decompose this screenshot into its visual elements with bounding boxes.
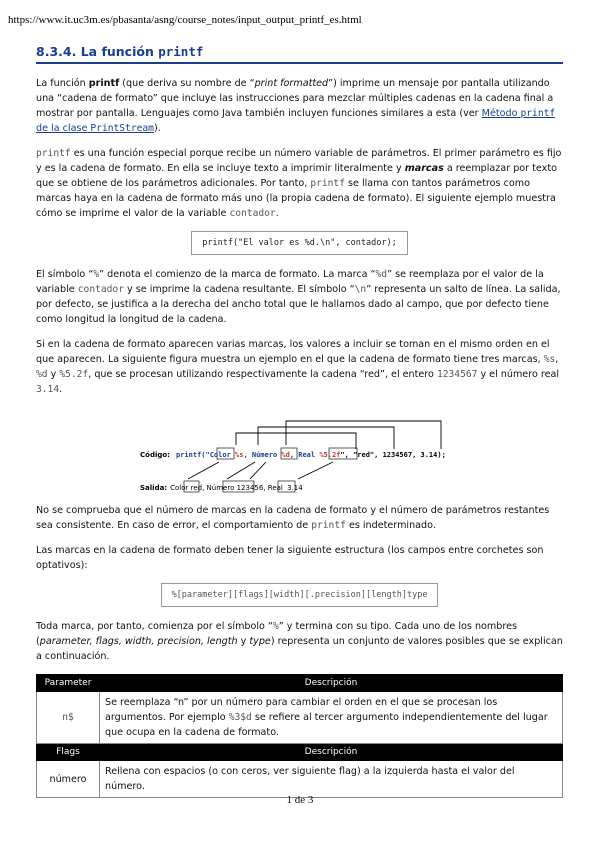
link-code: PrintStream: [90, 123, 154, 134]
text: y: [237, 636, 250, 647]
down-line-3: [250, 462, 266, 479]
text: Si en la cadena de formato aparecen varias marcas, los valores a incluir se toman en el mismo orden en el que aparecen. La siguiente figura muestra un ejemplo en el que la cadena de formato tiene tres marcas,: [36, 339, 550, 365]
output-part: , Número: [202, 484, 237, 492]
output-int: 123456: [236, 484, 264, 492]
page-footer: 1 de 3: [286, 794, 314, 806]
page-url: https://www.it.uc3m.es/pbasanta/asng/course_notes/input_output_printf_es.html: [8, 14, 362, 26]
text: No se comprueba que el número de marcas en la cadena de formato y el número de parámetros restantes sea consistente. En caso de error, el comportamiento de: [36, 505, 550, 531]
code-part: , Número: [243, 451, 282, 459]
text: ) representa un conjunto de valores posibles que se explican a continuación.: [36, 636, 563, 662]
code-args: ", "red", 1234567, 3.14);: [340, 451, 446, 459]
inline-code: n$: [62, 712, 74, 723]
inline-code: printf: [310, 178, 345, 189]
italic-text: parameter, flags, width, precision, length: [39, 636, 238, 647]
paragraph-intro: [36, 76, 563, 136]
table-row: [37, 761, 563, 798]
down-line-2: [227, 462, 255, 479]
inline-code: \n: [354, 284, 367, 295]
table-desc-cell: Rellena con espacios (o con ceros, ver siguiente flag) a la izquierda hasta el valor del número.: [100, 761, 563, 798]
table-desc-cell: [100, 692, 563, 744]
inline-code: %3$d: [228, 712, 252, 723]
paragraph-params: [36, 146, 563, 221]
paragraph-fields: [36, 619, 563, 664]
table-header-cell: Descripción: [100, 675, 563, 692]
table-header-row: [37, 744, 563, 761]
code-line: [176, 451, 446, 459]
connector-3: [236, 433, 356, 449]
inline-code: %d: [36, 369, 48, 380]
text: ”) imprime un mensaje por pantalla utilizando una “cadena de formato” que incluye las instrucciones para mezclar múltiples cadenas en la cadena final a mostrar por pantalla. Lenguajes como Java también incluyen funciones similares a esta (ver: [36, 78, 554, 119]
table-row: [37, 692, 563, 744]
table-header-row: [37, 675, 563, 692]
text: ,: [555, 354, 559, 365]
code-mark-d: %d: [281, 451, 290, 459]
bold-printf: printf: [88, 78, 120, 89]
connector-1: [286, 421, 441, 449]
text: ” se reemplaza por el valor de la variable: [36, 269, 544, 295]
printf-diagram: [36, 407, 563, 497]
table-header-cell: Parameter: [37, 675, 100, 692]
text: ” y termina con su tipo. Cada uno de los nombres (: [36, 621, 517, 647]
italic-text: type: [249, 636, 271, 647]
text: se llama con tantos parámetros como marcas haya en la cadena de formato más uno (la propia cadena de formato). El siguiente ejemplo muestra cómo se imprime el valor de la variable: [36, 178, 556, 219]
table-key-cell: número: [37, 761, 100, 798]
table-header-cell: Flags: [37, 744, 100, 761]
table-key-cell: [37, 692, 100, 744]
section-heading: [36, 44, 563, 64]
heading-code: printf: [158, 44, 204, 59]
text: y se imprime la cadena resultante. El símbolo “: [123, 284, 355, 295]
link-text: de la clase: [36, 123, 91, 134]
text: es indeterminado.: [345, 520, 436, 531]
text: La función: [36, 78, 89, 89]
code-part: printf("Color: [176, 451, 236, 459]
code-example-2: %[parameter][flags][width][.precision][length]type: [161, 583, 439, 607]
text: a reemplazar por texto que se obtiene de los parámetros adicionales. Por tanto,: [36, 163, 557, 189]
text: ” denota el comienzo de la marca de formato. La marca “: [99, 269, 376, 280]
text: , que se procesan utilizando respectivamente la cadena “red”, el entero: [88, 369, 437, 380]
inline-code: contador: [229, 208, 276, 219]
text: (que deriva su nombre de “: [119, 78, 255, 89]
paragraph-structure: Las marcas en la cadena de formato deben tener la siguiente estructura (los campos entre corchetes son optativos):: [36, 545, 544, 571]
connector-2: [258, 427, 394, 449]
printf-figure: [36, 407, 563, 497]
inline-code: %d: [375, 269, 388, 280]
down-line-1: [188, 462, 219, 479]
code-mark-f: %5.2f: [319, 451, 341, 459]
down-line-4: [298, 462, 333, 479]
text: .: [59, 384, 63, 395]
text: se refiere al tercer argumento independientemente del lugar que ocupa en la cadena de formato.: [105, 712, 548, 738]
inline-code: %5.2f: [59, 369, 89, 380]
inline-code: contador: [77, 284, 124, 295]
code-label: Código:: [140, 451, 170, 459]
inline-code: %s: [543, 354, 556, 365]
format-fields-table: [36, 674, 563, 798]
output-real: 3.14: [287, 484, 303, 492]
output-label: Salida:: [140, 484, 168, 492]
text: ).: [153, 123, 161, 134]
heading-text: 8.3.4. La función: [36, 44, 159, 59]
text: Toda marca, por tanto, comienza por el símbolo “: [36, 621, 273, 632]
connector-lines: [188, 421, 441, 479]
inline-code: printf: [311, 520, 346, 531]
text: y el número real: [477, 369, 560, 380]
inline-code: %: [93, 269, 100, 280]
table-header-cell: Descripción: [100, 744, 563, 761]
text: ” representa un salto de línea. La salida, por defecto, se justifica a la derecha del ancho total que le hallamos dado al campo, que por defecto tiene como longitud la longitud de la cadena.: [36, 284, 561, 325]
inline-code: %: [272, 621, 279, 632]
bold-italic-text: marcas: [404, 163, 444, 174]
text: es una función especial porque recibe un número variable de parámetros. El primer parámetro es fijo y es la cadena de formato. En ella se incluye texto a imprimir literalmente y: [36, 148, 562, 174]
text: .: [275, 208, 279, 219]
output-red: red: [190, 484, 203, 492]
code-example-1: printf("El valor es %d.\n", contador);: [191, 231, 407, 255]
text: El símbolo “: [36, 269, 94, 280]
link-text: Método: [481, 108, 521, 119]
code-mark-s: %s: [235, 451, 244, 459]
output-part: , Real: [263, 484, 286, 492]
inline-code: printf: [36, 148, 71, 159]
document-content: [36, 44, 563, 798]
paragraph-consistency: [36, 503, 563, 533]
output-line: [140, 484, 303, 492]
paragraph-marks: [36, 267, 563, 327]
text: Se reemplaza “n” por un número para cambiar el orden en el que se procesan los argumentos. Por ejemplo: [105, 697, 498, 723]
inline-code: 3.14: [36, 384, 60, 395]
code-part: , Real: [289, 451, 320, 459]
paragraph-multiple-marks: [36, 337, 563, 397]
link-code: printf: [520, 108, 556, 119]
inline-code: 1234567: [436, 369, 478, 380]
output-part: Color: [170, 484, 191, 492]
italic-text: print formatted: [254, 78, 329, 89]
text: y: [47, 369, 60, 380]
